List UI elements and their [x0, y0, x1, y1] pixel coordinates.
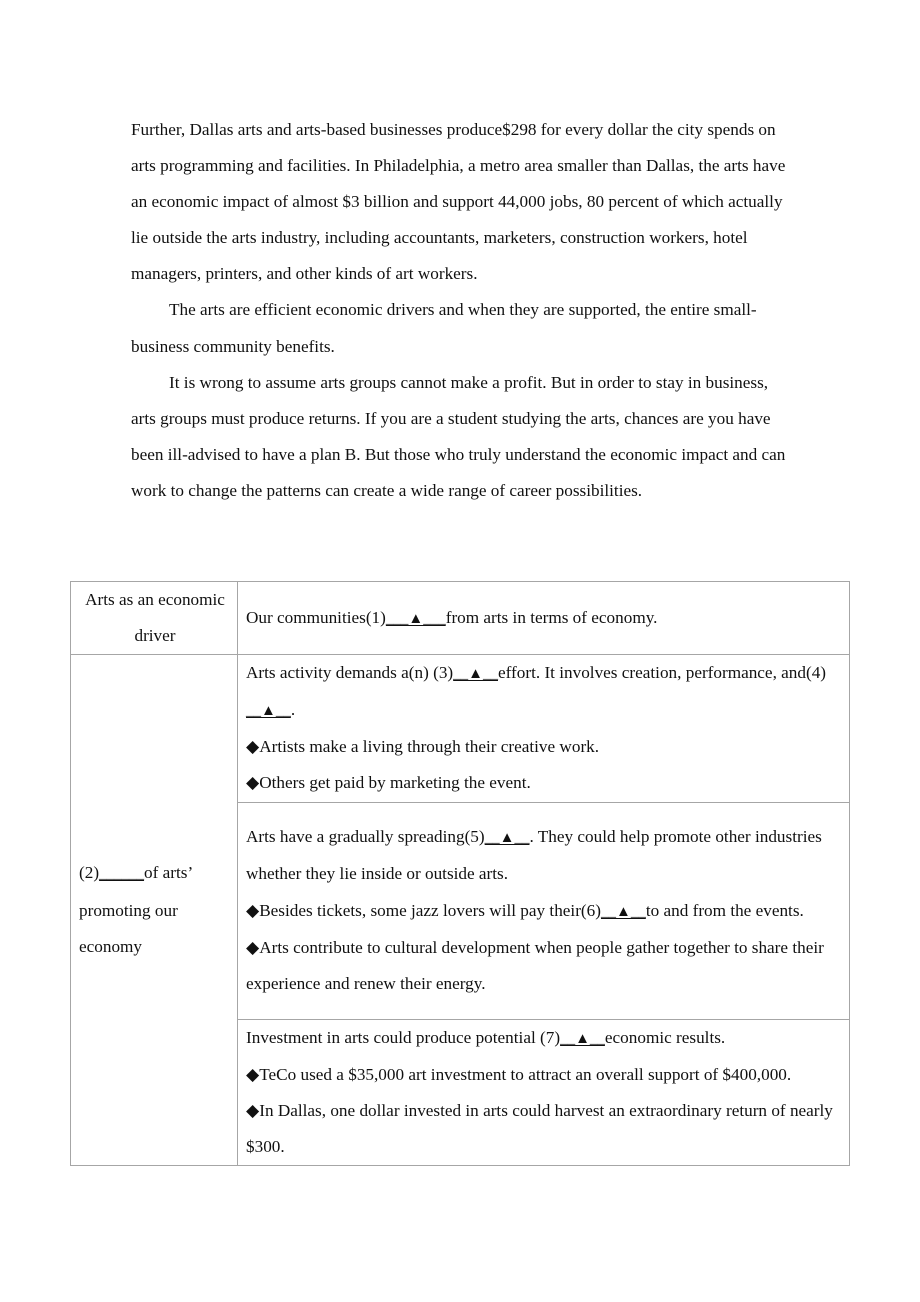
row-label-cell	[71, 655, 238, 1166]
sentence-text: economic results.	[604, 1027, 726, 1047]
sentence-text: effort. It involves creation, performance, and(4)	[498, 663, 827, 683]
answer-blank-2[interactable]: ______	[99, 866, 145, 883]
passage-paragraph-2: The arts are efficient economic drivers and when they are supported, the entire small-business community benefits.	[131, 300, 757, 356]
sentence-text: Our communities(1)	[246, 607, 386, 627]
row-content-cell	[238, 802, 850, 1019]
main-point	[246, 819, 843, 892]
sentence-text: from arts in terms of economy.	[445, 607, 658, 627]
row-content	[238, 1020, 849, 1165]
row-label: Arts as an economic driver	[85, 590, 225, 646]
sentence-text: .	[290, 700, 296, 720]
row-content-cell	[238, 1019, 850, 1165]
sentence-text: ◆Besides tickets, some jazz lovers will pay their(6)	[246, 900, 601, 920]
answer-blank-1[interactable]: ___▲___	[385, 610, 446, 627]
bullet-point: ◆Others get paid by marketing the event.	[246, 773, 531, 793]
bullet-point	[246, 893, 843, 930]
answer-blank-4[interactable]: __▲__	[246, 703, 291, 720]
bullet-point: ◆Artists make a living through their creative work.	[246, 737, 600, 757]
row-label-cell	[71, 582, 238, 655]
answer-blank-7[interactable]: __▲__	[560, 1030, 605, 1047]
answer-blank-3[interactable]: __▲__	[453, 666, 498, 683]
bullet-point: ◆TeCo used a $35,000 art investment to attract an overall support of $400,000.	[246, 1064, 792, 1084]
main-point	[246, 655, 843, 729]
row-content	[238, 819, 849, 1001]
label-text: of arts’ promoting our economy	[79, 863, 192, 956]
reading-passage	[131, 112, 791, 509]
main-point	[246, 1020, 843, 1057]
sentence-text: Arts have a gradually spreading(5)	[246, 827, 485, 847]
answer-blank-6[interactable]: __▲__	[600, 903, 646, 920]
sentence-text: . They could help promote other industries whether they lie inside or outside arts.	[246, 827, 822, 884]
row-label	[71, 855, 237, 964]
row-content	[238, 655, 849, 801]
row-content	[238, 600, 849, 637]
label-text: (2)	[79, 863, 100, 883]
table-row	[71, 582, 850, 655]
summary-table	[70, 581, 850, 1166]
table-row	[71, 655, 850, 802]
passage-paragraph-3: It is wrong to assume arts groups cannot make a profit. But in order to stay in business, arts groups must produce returns. If you are a student studying the arts, chances are you have been ill-advised to have a plan B. But those who truly understand the economic impact and can work to change the patterns can create a wide range of career possibilities.	[131, 372, 786, 500]
row-content-cell	[238, 582, 850, 655]
sentence-text: Investment in arts could produce potential (7)	[246, 1027, 561, 1047]
sentence-text: Arts activity demands a(n) (3)	[246, 663, 454, 683]
passage-paragraph-1: Further, Dallas arts and arts-based businesses produce$298 for every dollar the city spends on arts programming and facilities. In Philadelphia, a metro area smaller than Dallas, the arts have an economic impact of almost $3 billion and support 44,000 jobs, 80 percent of which actually lie outside the arts industry, including accountants, marketers, construction workers, hotel managers, printers, and other kinds of art workers.	[131, 120, 786, 284]
answer-blank-5[interactable]: __▲__	[484, 830, 530, 847]
bullet-point: ◆In Dallas, one dollar invested in arts could harvest an extraordinary return of nearly $300.	[246, 1100, 833, 1156]
bullet-point: ◆Arts contribute to cultural development when people gather together to share their experience and renew their energy.	[246, 937, 824, 993]
row-content-cell	[238, 655, 850, 802]
sentence-text: to and from the events.	[645, 900, 804, 920]
